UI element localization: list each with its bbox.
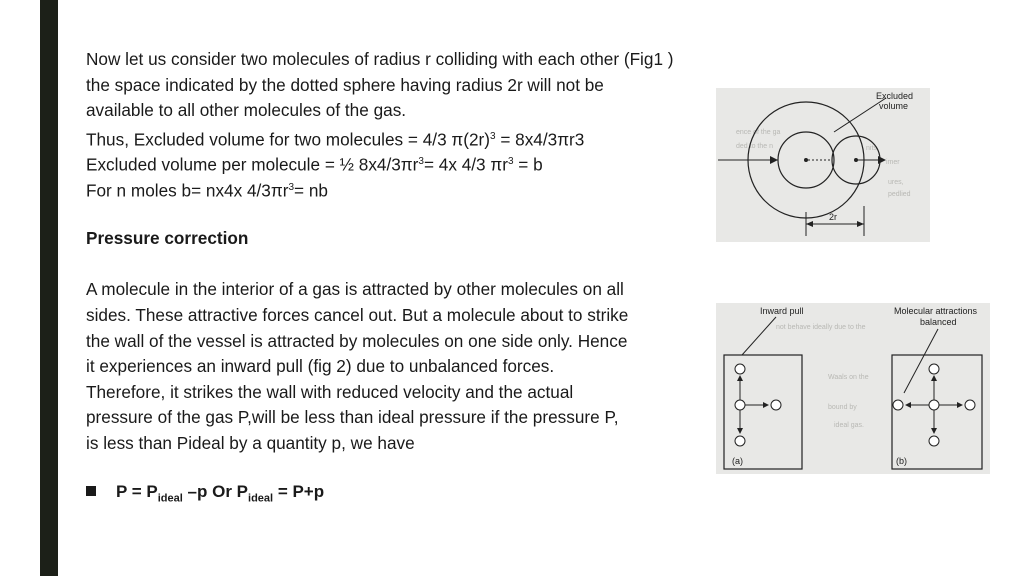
panel-b-label: (b) <box>896 456 907 466</box>
figure-excluded-volume <box>716 88 930 242</box>
svg-text:pedlied: pedlied <box>888 191 911 198</box>
figure-inward-pull <box>716 303 990 474</box>
left-accent-bar <box>40 0 58 576</box>
volume-label: volume <box>879 101 909 111</box>
para-line-5: Therefore, it strikes the wall with reduced velocity and the actual <box>86 381 574 402</box>
svg-text:bound by: bound by <box>828 404 857 411</box>
2r-label: 2r <box>829 212 838 222</box>
slide-body <box>86 47 776 457</box>
body-line-4: Thus, Excluded volume for two molecules = 4/3 $\pi(2r)^3 = 8x4/3\pi r3$ <box>86 129 585 150</box>
para-line-7: is less than Pideal by a quantity p, we have <box>86 432 415 453</box>
body-line-1: Now let us consider two molecules of radius r colliding with each other (Fig1 ) <box>86 49 674 69</box>
body-line-2: the space indicated by the dotted sphere having radius 2r will not be <box>86 74 604 95</box>
svg-text:imer: imer <box>886 159 900 166</box>
svg-text:ideal gas.: ideal gas. <box>834 422 864 429</box>
para-line-1: A molecule in the interior of a gas is attracted by other molecules on all <box>86 279 624 300</box>
inward-pull-label: Inward pull <box>760 306 804 316</box>
para-line-6: pressure of the gas P,will be less than ideal pressure if the pressure P, <box>86 407 619 428</box>
svg-text:nits: nits <box>866 145 877 152</box>
panel-a-label: (a) <box>732 456 743 466</box>
bullet-icon <box>86 486 96 496</box>
svg-text:Waals on the: Waals on the <box>828 374 869 381</box>
para-line-3: the wall of the vessel is attracted by molecules on one side only. Hence <box>86 330 628 351</box>
para-line-2: sides. These attractive forces cancel out. But a molecule about to strike <box>86 304 629 325</box>
svg-text:not behave ideally due to the: not behave ideally due to the <box>776 324 866 331</box>
excluded-label: Excluded <box>876 91 914 101</box>
body-line-3: available to all other molecules of the gas. <box>86 100 407 121</box>
para-line-4: it experiences an inward pull (fig 2) due to unbalanced forces. <box>86 356 555 377</box>
svg-text:ence of the ga: ence of the ga <box>736 129 781 136</box>
svg-text:ures,: ures, <box>888 179 904 186</box>
svg-text:ded to the n: ded to the n <box>736 143 773 150</box>
body-line-6: For n moles b= nx4x $4/3\pi r^3=$ nb <box>86 180 328 201</box>
balanced-label: balanced <box>920 317 957 327</box>
pressure-formula: $P = P_{ideal}$ –p Or $P_{ideal} = P+p$ <box>86 482 324 504</box>
body-line-5: Excluded volume per molecule = ½ $8x4/3\pi r^3= 4x$ 4/3 $\pi r^3 = b$ <box>86 155 543 176</box>
section-heading: Pressure correction <box>86 228 249 249</box>
molecular-attractions-label: Molecular attractions <box>894 306 978 316</box>
